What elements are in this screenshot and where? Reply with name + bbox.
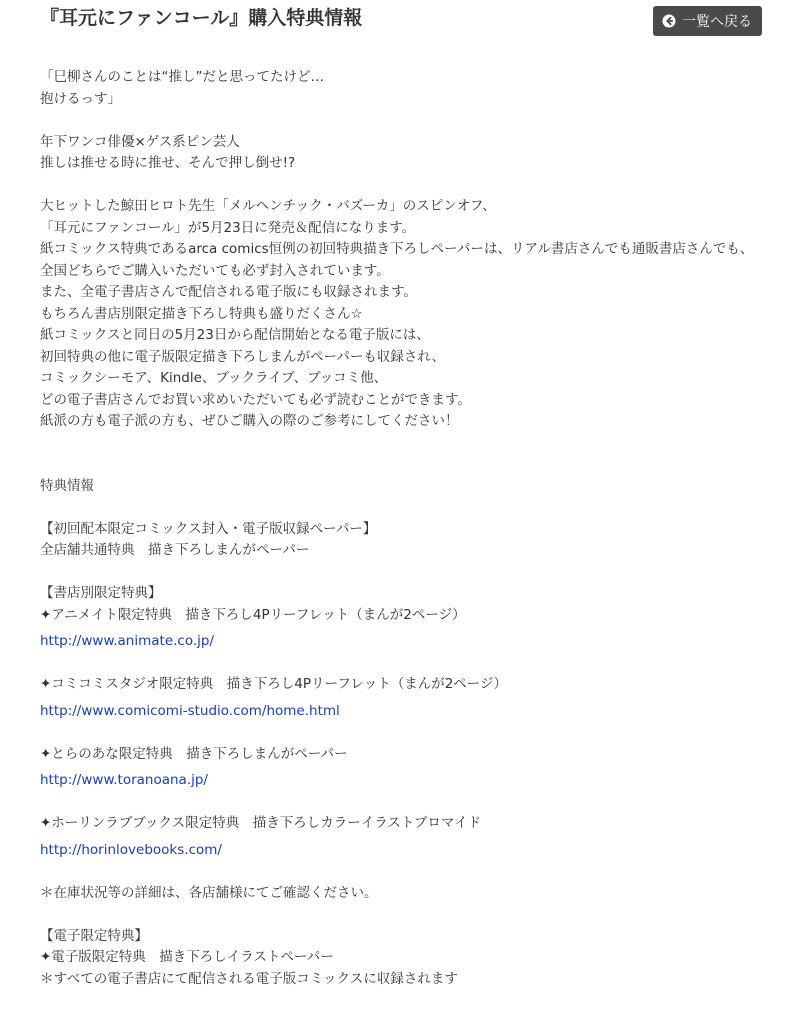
text-line: 初回特典の他に電子版限定描き下ろしまんがペーパーも収録され、 [40,348,446,365]
store-bonus-item [40,813,765,861]
bonus-title: 【電子限定特典】 [40,927,148,944]
store-bonus-item [40,674,765,722]
bonus-detail: ✦とらのあな限定特典 描き下ろしまんがペーパー [40,745,348,762]
text-line: 全国どちらでご購入いただいても必ず封入されています。 [40,262,390,279]
store-bonus-item [40,744,765,792]
text-line: また、全電子書店さんで配信される電子版にも収録されます。 [40,284,417,300]
first-edition-bonus [40,519,765,562]
intro-quote [40,67,765,110]
intro-tagline [40,132,765,175]
text-line: コミックシーモア、Kindle、ブックライブ、ブッコミ他、 [40,370,388,386]
spacer [40,454,765,476]
note-text: ＊すべての電子書店にて配信される電子版コミックスに収録されます [40,970,458,987]
digital-bonus [40,926,765,991]
back-button-label: 一覧へ戻る [682,14,752,30]
store-link[interactable]: http://www.comicomi-studio.com/home.html [40,702,340,719]
bonus-heading [40,476,765,498]
section-heading: 特典情報 [40,477,94,494]
bonus-detail: ✦コミコミスタジオ限定特典 描き下ろし4Pリーフレット（まんが2ページ） [40,676,508,692]
text-line: 大ヒットした鯨田ヒロト先生「メルヘンチック・バズーカ」のスピンオフ、 [40,198,496,214]
store-link[interactable]: http://www.animate.co.jp/ [40,633,215,649]
text-line: 紙コミックス特典であるarca comics恒例の初回特典描き下ろしペーパーは、リアル書店さんでも通販書店さんでも、 [40,241,754,257]
text-line: 年下ワンコ俳優×ゲス系ピン芸人 [40,133,240,150]
bonus-detail: 全店舗共通特典 描き下ろしまんがペーパー [40,542,310,558]
text-line: 推しは推せる時に推せ、そんで押し倒せ!? [40,155,296,171]
page-header [40,0,762,40]
text-line: 「巳柳さんのことは“推し”だと思ってたけど… [40,69,324,85]
page-title: 『耳元にファンコール』購入特典情報 [40,7,363,29]
bonus-detail: ✦ホーリンラブブックス限定特典 描き下ろしカラーイラストブロマイド [40,815,482,831]
note-text: ＊在庫状況等の詳細は、各店舗様にてご確認ください。 [40,884,378,901]
text-line: 抱けるっす」 [40,90,121,107]
text-line: 紙派の方も電子派の方も、ぜひご購入の際のご参考にしてください！ [40,413,459,429]
bonus-title: 【初回配本限定コミックス封入・電子版収録ペーパー】 [40,520,377,537]
bonus-detail: ✦アニメイト限定特典 描き下ろし4Pリーフレット（まんが2ページ） [40,606,466,623]
text-line: 「耳元にファンコール」が5月23日に発売＆配信になります。 [40,219,416,236]
back-to-list-button[interactable] [653,6,762,36]
store-bonus-item [40,605,765,653]
text-line: 紙コミックスと同日の5月23日から配信開始となる電子版には、 [40,327,430,343]
text-line: どの電子書店さんでお買い求めいただいても必ず読むことができます。 [40,391,471,408]
store-link[interactable]: http://horinlovebooks.com/ [40,841,222,858]
bonus-title: 【書店別限定特典】 [40,585,162,601]
arrow-left-circle-icon [662,14,676,28]
intro-body [40,196,765,433]
text-line: もちろん書店別限定描き下ろし特典も盛りだくさん☆ [40,305,363,322]
bonus-detail: ✦電子版限定特典 描き下ろしイラストペーパー [40,949,334,965]
store-link[interactable]: http://www.toranoana.jp/ [40,772,208,788]
stock-note [40,883,765,905]
store-bonus-section [40,583,765,861]
article-body [40,67,765,1012]
